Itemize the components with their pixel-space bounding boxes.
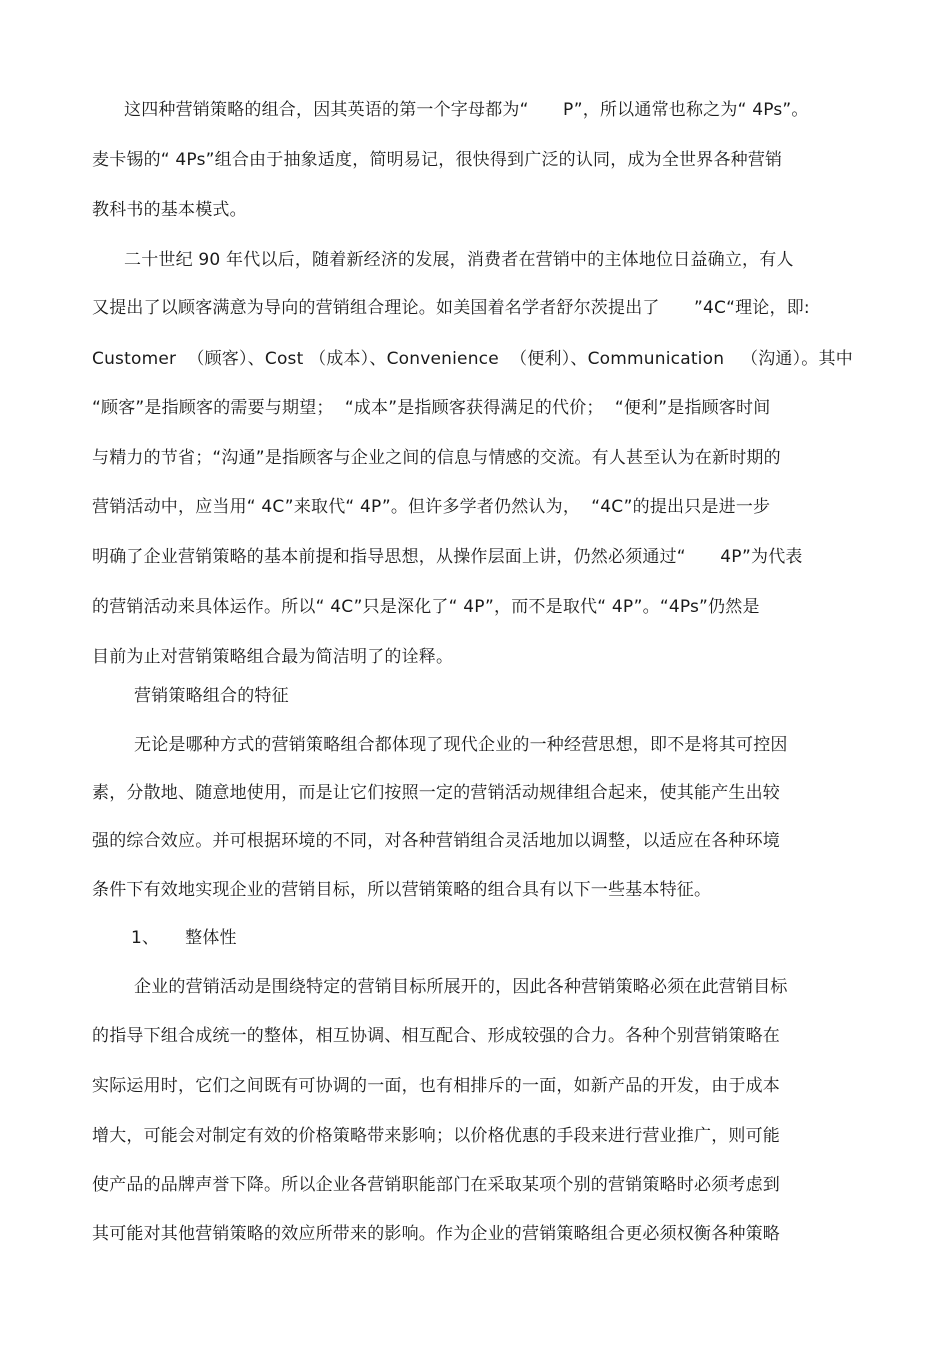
paragraph-line: 企业的营销活动是围绕特定的营销目标所展开的，因此各种营销策略必须在此营销目标 <box>134 977 788 997</box>
paragraph-line: 这四种营销策略的组合，因其英语的第一个字母都为“ P”，所以通常也称之为“ 4Ps”。 <box>124 100 809 120</box>
paragraph-line: 实际运用时，它们之间既有可协调的一面，也有相排斥的一面，如新产品的开发，由于成本 <box>92 1076 780 1096</box>
paragraph-line: 素，分散地、随意地使用，而是让它们按照一定的营销活动规律组合起来，使其能产生出较 <box>92 783 780 803</box>
paragraph-line: 目前为止对营销策略组合最为简洁明了的诠释。 <box>92 647 454 667</box>
paragraph-line: 增大，可能会对制定有效的价格策略带来影响；以价格优惠的手段来进行营业推广，则可能 <box>92 1126 780 1146</box>
paragraph-line: 二十世纪 90 年代以后，随着新经济的发展，消费者在营销中的主体地位日益确立，有人 <box>124 250 794 270</box>
paragraph-line: Customer （顾客）、Cost （成本）、Convenience （便利）、Communication （沟通）。其中 <box>92 349 853 369</box>
paragraph-line: 麦卡锡的“ 4Ps”组合由于抽象适度，简明易记，很快得到广泛的认同，成为全世界各种营销 <box>92 150 783 170</box>
paragraph-line: 的指导下组合成统一的整体，相互协调、相互配合、形成较强的合力。各种个别营销策略在 <box>92 1026 780 1046</box>
paragraph-line: 强的综合效应。并可根据环境的不同，对各种营销组合灵活地加以调整，以适应在各种环境 <box>92 831 780 851</box>
paragraph-line: 明确了企业营销策略的基本前提和指导思想，从操作层面上讲，仍然必须通过“ 4P”为代表 <box>92 547 803 567</box>
paragraph-line: 其可能对其他营销策略的效应所带来的影响。作为企业的营销策略组合更必须权衡各种策略 <box>92 1224 780 1244</box>
paragraph-line: 与精力的节省；“沟通”是指顾客与企业之间的信息与情感的交流。有人甚至认为在新时期的 <box>92 448 781 468</box>
paragraph-line: 无论是哪种方式的营销策略组合都体现了现代企业的一种经营思想，即不是将其可控因 <box>134 735 788 755</box>
paragraph-line: “顾客”是指顾客的需要与期望； “成本”是指顾客获得满足的代价； “便利”是指顾客时间 <box>92 398 771 418</box>
section-heading: 营销策略组合的特征 <box>134 686 289 706</box>
paragraph-line: 条件下有效地实现企业的营销目标，所以营销策略的组合具有以下一些基本特征。 <box>92 880 712 900</box>
paragraph-line: 使产品的品牌声誉下降。所以企业各营销职能部门在采取某项个别的营销策略时必须考虑到 <box>92 1175 780 1195</box>
paragraph-line: 又提出了以顾客满意为导向的营销组合理论。如美国着名学者舒尔茨提出了 ”4C“理论，即: <box>92 298 810 318</box>
paragraph-line: 教科书的基本模式。 <box>92 200 247 220</box>
paragraph-line: 的营销活动来具体运作。所以“ 4C”只是深化了“ 4P”，而不是取代“ 4P”。“4Ps”仍然是 <box>92 597 760 617</box>
numbered-heading: 1、 整体性 <box>131 928 237 948</box>
paragraph-line: 营销活动中，应当用“ 4C”来取代“ 4P”。但许多学者仍然认为， “4C”的提出只是进一步 <box>92 497 771 517</box>
